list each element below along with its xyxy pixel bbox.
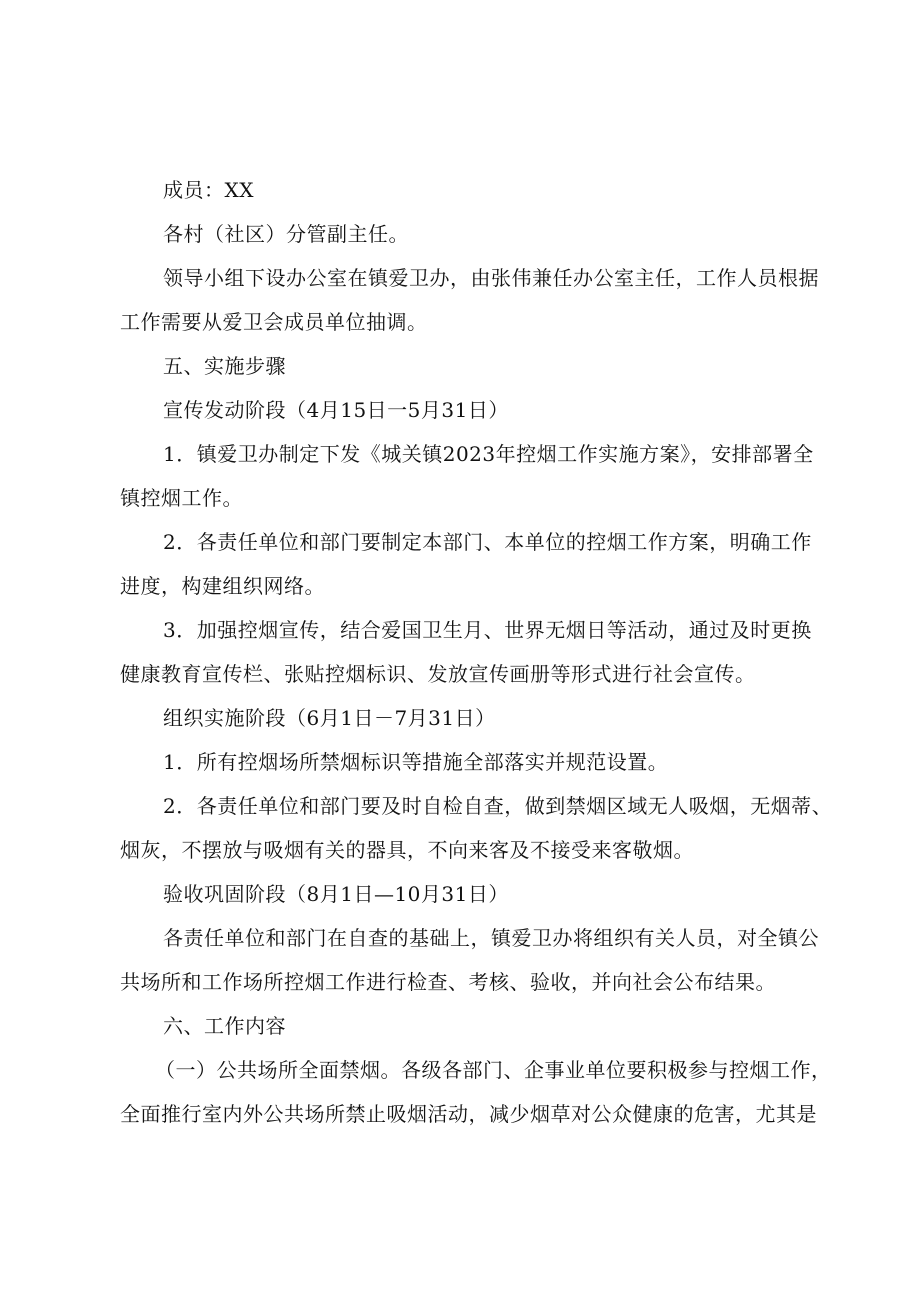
- paragraph-line: （一）公共场所全面禁烟。各级各部门、企事业单位要积极参与控烟工作，: [155, 1058, 832, 1082]
- paragraph-line: 共场所和工作场所控烟工作进行检查、考核、验收，并向社会公布结果。: [120, 970, 776, 994]
- paragraph-line: 烟灰，不摆放与吸烟有关的器具，不向来客及不接受来客敬烟。: [120, 838, 694, 862]
- paragraph-line: 1．所有控烟场所禁烟标识等措施全部落实并规范设置。: [163, 750, 669, 774]
- paragraph-line: 2．各责任单位和部门要制定本部门、本单位的控烟工作方案，明确工作: [163, 530, 812, 554]
- stage-heading: 组织实施阶段（6月1日－7月31日）: [163, 706, 496, 730]
- paragraph-line: 各村（社区）分管副主任。: [163, 222, 409, 246]
- paragraph-line: 各责任单位和部门在自查的基础上，镇爱卫办将组织有关人员，对全镇公: [163, 926, 819, 950]
- paragraph-line: 工作需要从爱卫会成员单位抽调。: [120, 310, 428, 334]
- section-heading: 六、工作内容: [163, 1014, 286, 1038]
- member-line: 成员：XX: [163, 178, 254, 202]
- paragraph-line: 健康教育宣传栏、张贴控烟标识、发放宣传画册等形式进行社会宣传。: [120, 662, 756, 686]
- paragraph-line: 镇控烟工作。: [120, 486, 243, 510]
- stage-heading: 宣传发动阶段（4月15日一5月31日）: [163, 398, 509, 422]
- paragraph-line: 全面推行室内外公共场所禁止吸烟活动，减少烟草对公众健康的危害，尤其是: [120, 1102, 817, 1126]
- paragraph-line: 3．加强控烟宣传，结合爱国卫生月、世界无烟日等活动，通过及时更换: [163, 618, 812, 642]
- paragraph-line: 领导小组下设办公室在镇爱卫办，由张伟兼任办公室主任，工作人员根据: [163, 266, 819, 290]
- section-heading: 五、实施步骤: [163, 354, 286, 378]
- paragraph-line: 进度，构建组织网络。: [120, 574, 325, 598]
- paragraph-line: 2．各责任单位和部门要及时自检自查，做到禁烟区域无人吸烟，无烟蒂、: [163, 794, 833, 818]
- paragraph-line: 1．镇爱卫办制定下发《城关镇2023年控烟工作实施方案》，安排部署全: [163, 442, 814, 466]
- stage-heading: 验收巩固阶段（8月1日—10月31日）: [163, 882, 509, 906]
